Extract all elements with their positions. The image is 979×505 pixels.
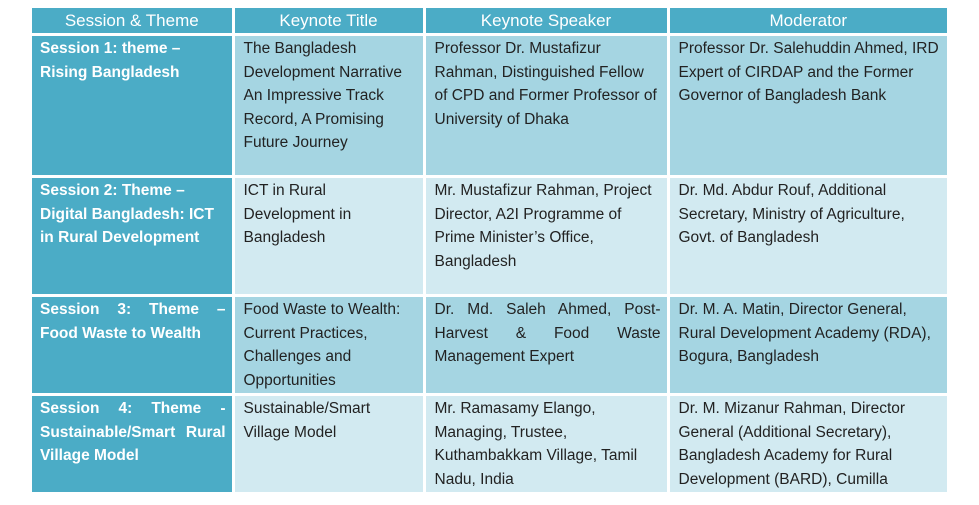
session-table bbox=[32, 8, 947, 492]
header-keynote-speaker: Keynote Speaker bbox=[424, 8, 668, 35]
keynote-title-cell: The Bangladesh Development Narrative An Impressive Track Record, A Promising Future Journey bbox=[233, 35, 424, 177]
keynote-speaker-cell: Dr. Md. Saleh Ahmed, Post-Harvest & Food Waste Management Expert bbox=[424, 296, 668, 395]
session-cell: Session 1: theme – Rising Bangladesh bbox=[32, 35, 233, 177]
session-cell: Session 4: Theme - Sustainable/Smart Rural Village Model bbox=[32, 395, 233, 493]
table-row bbox=[32, 177, 947, 296]
table-row bbox=[32, 296, 947, 395]
table-row bbox=[32, 35, 947, 177]
keynote-title-cell: ICT in Rural Development in Bangladesh bbox=[233, 177, 424, 296]
keynote-title-cell: Food Waste to Wealth: Current Practices, Challenges and Opportunities bbox=[233, 296, 424, 395]
keynote-title-cell: Sustainable/Smart Village Model bbox=[233, 395, 424, 493]
moderator-cell: Professor Dr. Salehuddin Ahmed, IRD Expert of CIRDAP and the Former Governor of Bangladesh Bank bbox=[668, 35, 947, 177]
table-row bbox=[32, 395, 947, 493]
keynote-speaker-cell: Professor Dr. Mustafizur Rahman, Distinguished Fellow of CPD and Former Professor of University of Dhaka bbox=[424, 35, 668, 177]
header-session-theme: Session & Theme bbox=[32, 8, 233, 35]
moderator-cell: Dr. Md. Abdur Rouf, Additional Secretary, Ministry of Agriculture, Govt. of Bangladesh bbox=[668, 177, 947, 296]
moderator-cell: Dr. M. A. Matin, Director General, Rural Development Academy (RDA), Bogura, Bangladesh bbox=[668, 296, 947, 395]
session-table-container bbox=[32, 8, 947, 492]
session-cell: Session 2: Theme – Digital Bangladesh: ICT in Rural Development bbox=[32, 177, 233, 296]
keynote-speaker-cell: Mr. Mustafizur Rahman, Project Director, A2I Programme of Prime Minister’s Office, Bangladesh bbox=[424, 177, 668, 296]
moderator-cell: Dr. M. Mizanur Rahman, Director General (Additional Secretary), Bangladesh Academy for Rural Development (BARD), Cumilla bbox=[668, 395, 947, 493]
table-header-row bbox=[32, 8, 947, 35]
session-cell: Session 3: Theme – Food Waste to Wealth bbox=[32, 296, 233, 395]
keynote-speaker-cell: Mr. Ramasamy Elango, Managing, Trustee, Kuthambakkam Village, Tamil Nadu, India bbox=[424, 395, 668, 493]
header-keynote-title: Keynote Title bbox=[233, 8, 424, 35]
header-moderator: Moderator bbox=[668, 8, 947, 35]
